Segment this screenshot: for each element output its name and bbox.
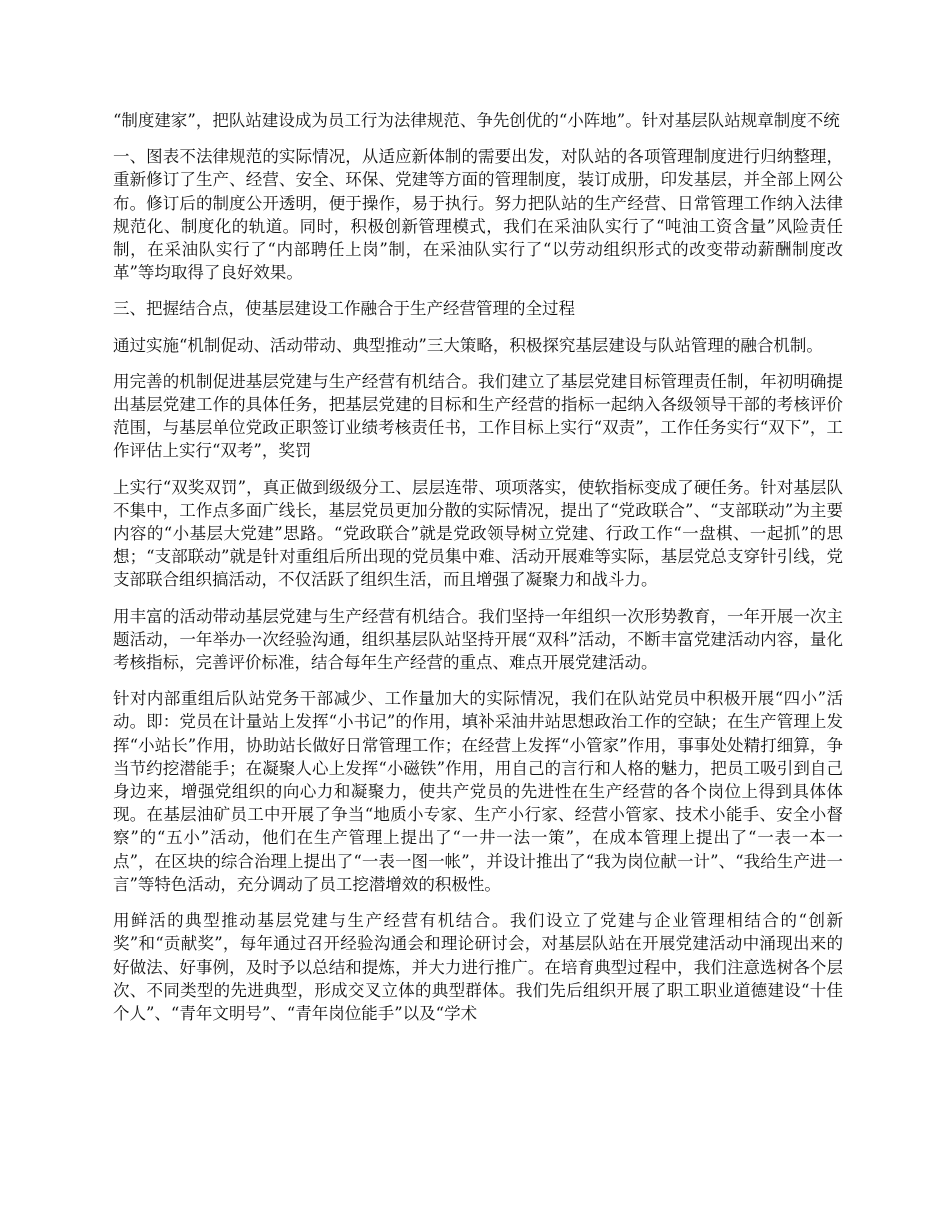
document-body	[113, 109, 843, 1038]
paragraph-strategies: 通过实施“机制促动、活动带动、典型推动”三大策略，积极探究基层建设与队站管理的融合机制。	[113, 335, 823, 355]
section-heading-three: 三、把握结合点，使基层建设工作融合于生产经营管理的全过程	[113, 299, 575, 319]
paragraph-mechanism: 用完善的机制促进基层党建与生产经营有机结合。我们建立了基层党建目标管理责任制，年初明确提出基层党建工作的具体任务，把基层党建的目标和生产经营的指标一起纳入各级领导干部的考核评价范围，与基层单位党政正职签订业绩考核责任书，工作目标上实行“双责”，工作任务实行“双下”，工作评估上实行“双考”，奖罚	[113, 371, 843, 461]
paragraph-regulations: 一、图表不法律规范的实际情况，从适应新体制的需要出发，对队站的各项管理制度进行归纳整理，重新修订了生产、经营、安全、环保、党建等方面的管理制度，装订成册，印发基层，并全部上网公布。修订后的制度公开透明，便于操作，易于执行。努力把队站的生产经营、日常管理工作纳入法律规范化、制度化的轨道。同时，积极创新管理模式，我们在采油队实行了“吨油工资含量”风险责任制，在采油队实行了“内部聘任上岗”制，在采油队实行了“以劳动组织形式的改变带动薪酬制度改革”等均取得了良好效果。	[113, 147, 843, 283]
paragraph-intro: “制度建家”，把队站建设成为员工行为法律规范、争先创优的“小阵地”。针对基层队站规章制度不统	[113, 111, 840, 130]
paragraph-four-small: 针对内部重组后队站党务干部减少、工作量加大的实际情况，我们在队站党员中积极开展“四小”活动。即：党员在计量站上发挥“小书记”的作用，填补采油井站思想政治工作的空缺；在生产管理上发挥“小站长”作用，协助站长做好日常管理工作；在经营上发挥“小管家”作用，事事处处精打细算，争当节约挖潜能手；在凝聚人心上发挥“小磁铁”作用，用自己的言行和人格的魅力，把员工吸引到自己身边来，增强党组织的向心力和凝聚力，使共产党员的先进性在生产经营的各个岗位上得到具体体现。在基层油矿员工中开展了争当“地质小专家、生产小行家、经营小管家、技术小能手、安全小督察”的“五小”活动，他们在生产管理上提出了“一井一法一策”，在成本管理上提出了“一表一本一点”，在区块的综合治理上提出了“一表一图一帐”，并设计推出了“我为岗位献一计”、“我给生产进一言”等特色活动，充分调动了员工挖潜增效的积极性。	[113, 689, 843, 894]
paragraph-activities: 用丰富的活动带动基层党建与生产经营有机结合。我们坚持一年组织一次形势教育，一年开展一次主题活动，一年举办一次经验沟通，组织基层队站坚持开展“双科”活动，不断丰富党建活动内容，量化考核指标，完善评价标准，结合每年生产经营的重点、难点开展党建活动。	[113, 606, 843, 673]
paragraph-models: 用鲜活的典型推动基层党建与生产经营有机结合。我们设立了党建与企业管理相结合的“创新奖”和“贡献奖”，每年通过召开经验沟通会和理论研讨会，对基层队站在开展党建活动中涌现出来的好做法、好事例，及时予以总结和提炼，并大力进行推广。在培育典型过程中，我们注意选树各个层次、不同类型的先进典型，形成交叉立体的典型群体。我们先后组织开展了职工职业道德建设“十佳个人”、“青年文明号”、“青年岗位能手”以及“学术	[113, 911, 843, 1023]
paragraph-double-reward: 上实行“双奖双罚”，真正做到级级分工、层层连带、项项落实，使软指标变成了硬任务。针对基层队不集中，工作点多面广线长，基层党员更加分散的实际情况，提出了“党政联合”、“支部联动”为主要内容的“小基层大党建”思路。“党政联合”就是党政领导树立党建、行政工作“一盘棋、一起抓”的思想；“支部联动”就是针对重组后所出现的党员集中难、活动开展难等实际，基层党总支穿针引线，党支部联合组织搞活动，不仅活跃了组织生活，而且增强了凝聚力和战斗力。	[113, 477, 843, 590]
